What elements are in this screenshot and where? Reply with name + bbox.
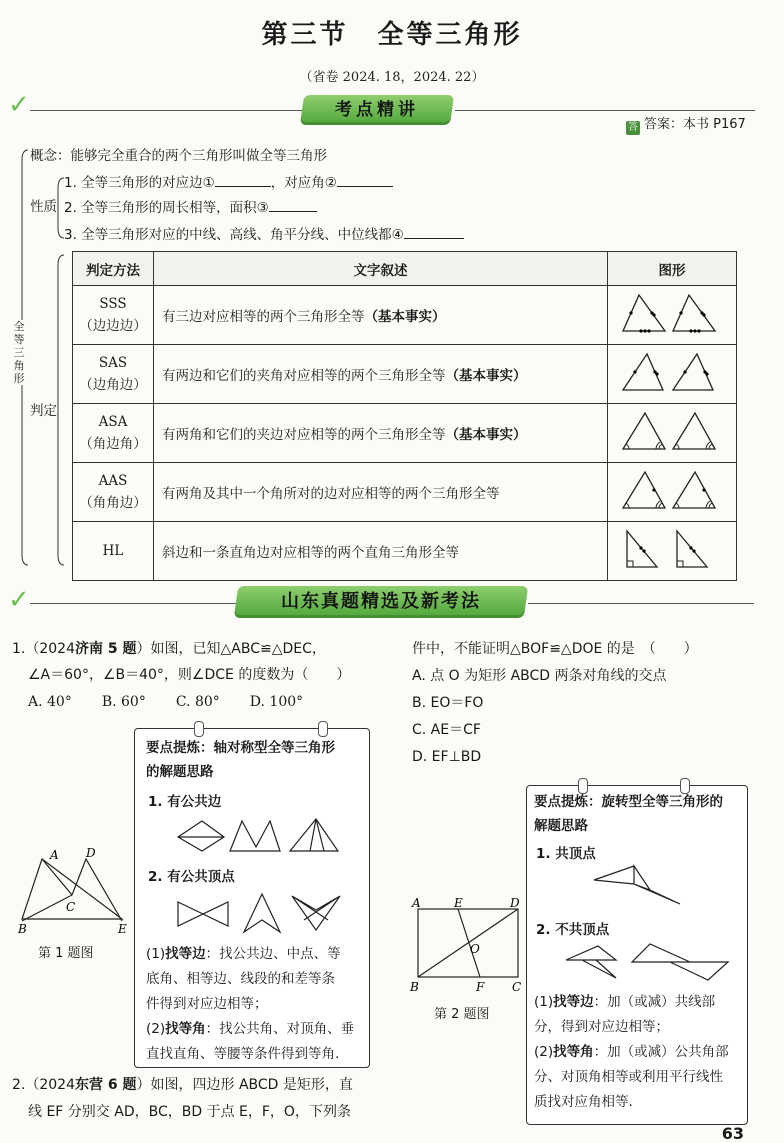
label-a: A (412, 896, 421, 910)
tip1-para2: (2)找等角：找公共角、对顶角、垂 (146, 1021, 355, 1037)
label-a: A (50, 848, 59, 862)
question-2: 2.（2024东营 6 题）如图，四边形 ABCD 是矩形，直 (12, 1077, 353, 1093)
concept-text: 概念：能够完全重合的两个三角形叫做全等三角形 (30, 148, 327, 164)
option-a[interactable]: A. 40° (28, 694, 72, 710)
q2-figure (404, 895, 530, 995)
check-icon: ✓ (8, 585, 30, 615)
divider (30, 110, 302, 111)
tip2-para1b: 分，得到对应边相等； (534, 1019, 669, 1035)
tip1-sub2: 2. 有公共顶点 (148, 869, 235, 885)
divider (455, 110, 755, 111)
tip2-para2: (2)找等角：加（或减）公共角部 (534, 1044, 729, 1060)
aas-figure (617, 468, 727, 512)
table-row: AAS （角角边） 有两角及其中一个角所对的边对应相等的两个三角形全等 (73, 463, 737, 522)
q1-caption: 第 1 题图 (38, 946, 94, 961)
property-2: 2. 全等三角形的周长相等，面积③ (64, 197, 317, 219)
divider (30, 603, 236, 604)
question-2-line3: 件中，不能证明△BOF≌△DOE 的是 （ ） (412, 641, 698, 657)
sas-figure (617, 350, 727, 394)
tip1-common-vertex-figures (172, 890, 362, 936)
tip2-title: 要点提炼：旋转型全等三角形的 (534, 794, 723, 810)
asa-figure (617, 409, 727, 453)
tip2-title2: 解题思路 (534, 818, 588, 834)
label-d: D (510, 896, 520, 910)
question-1-options (28, 689, 303, 716)
answer-icon: 答 (628, 122, 638, 133)
question-2-line2: 线 EF 分别交 AD，BC，BD 于点 E，F，O，下列条 (28, 1104, 351, 1120)
label-f: F (476, 980, 485, 994)
check-icon: ✓ (8, 90, 30, 120)
label-d: D (86, 846, 96, 860)
divider (528, 603, 754, 604)
blank-2[interactable] (337, 186, 393, 187)
label-e: E (118, 922, 127, 935)
tip1-title2: 的解题思路 (146, 764, 214, 780)
page-title: 第三节 全等三角形 (261, 20, 523, 50)
label-c: C (66, 900, 76, 914)
tip2-para2c: 质找对应角相等. (534, 1094, 633, 1110)
tip2-sub2: 2. 不共顶点 (536, 922, 610, 938)
clip-icon (194, 721, 204, 737)
question-1-line2: ∠A＝60°，∠B＝40°，则∠DCE 的度数为（ ） (28, 667, 351, 683)
property-1: 1. 全等三角形的对应边① ，对应角② (64, 172, 393, 194)
judgement-table (72, 251, 737, 581)
table-row: ASA （角边角） 有两角和它们的夹边对应相等的两个三角形全等（基本事实） (73, 404, 737, 463)
blank-1[interactable] (215, 186, 271, 187)
label-e: E (454, 896, 463, 910)
tip1-common-side-figures (172, 815, 362, 859)
answer-reference: 答 答案：本书 P167 (628, 117, 746, 133)
label-o: O (470, 942, 480, 956)
table-row: SAS （边角边） 有两边和它们的夹角对应相等的两个三角形全等（基本事实） (73, 345, 737, 404)
tip1-para1b: 底角、相等边、线段的和差等条 (146, 971, 335, 987)
question-1: 1.（2024济南 5 题）如图，已知△ABC≌△DEC， (12, 641, 326, 657)
properties-label: 性质 (30, 199, 57, 215)
option-d[interactable]: D. 100° (249, 694, 304, 710)
tip1-para1: (1)找等边：找公共边、中点、等 (146, 946, 341, 962)
tip2-no-common-vertex-figures (560, 938, 740, 988)
tip2-common-vertex-figure (588, 862, 688, 908)
option-a[interactable]: A. 点 O 为矩形 ABCD 两条对角线的交点 (412, 668, 667, 684)
table-header: 判定方法 (73, 252, 154, 286)
option-c[interactable]: C. 80° (175, 694, 220, 710)
q2-caption: 第 2 题图 (434, 1007, 490, 1022)
clip-icon (318, 721, 328, 737)
property-3: 3. 全等三角形对应的中线、高线、角平分线、中位线都④ (64, 224, 464, 246)
label-c: C (512, 980, 522, 994)
tip1-para1c: 件得到对应边相等； (146, 996, 268, 1012)
table-row: SSS （边边边） 有三边对应相等的两个三角形全等（基本事实） (73, 286, 737, 345)
tip2-para2b: 分、对顶角相等或利用平行线性 (534, 1069, 723, 1085)
group-label: 全等三角形 (13, 320, 25, 385)
tip2-para1: (1)找等边：加（或减）共线部 (534, 994, 716, 1010)
label-b: B (410, 980, 419, 994)
hl-figure (617, 527, 727, 571)
option-c[interactable]: C. AE＝CF (412, 722, 481, 738)
section-banner-shandong: 山东真题精选及新考法 (234, 586, 528, 618)
table-header: 图形 (608, 252, 737, 286)
table-row: HL 斜边和一条直角边对应相等的两个直角三角形全等 (73, 522, 737, 581)
sss-figure (617, 291, 727, 335)
option-b[interactable]: B. 60° (101, 694, 146, 710)
judge-label: 判定 (30, 403, 57, 419)
blank-4[interactable] (404, 238, 464, 239)
tip1-title: 要点提炼：轴对称型全等三角形 (146, 740, 335, 756)
label-b: B (18, 922, 27, 935)
tip1-sub1: 1. 有公共边 (148, 794, 222, 810)
tip1-para2b: 直找直角、等腰等条件得到等角. (146, 1046, 340, 1062)
section-banner-key-points: 考点精讲 (300, 95, 454, 125)
option-b[interactable]: B. EO＝FO (412, 695, 484, 711)
option-d[interactable]: D. EF⊥BD (412, 749, 482, 765)
q1-figure (14, 845, 134, 935)
tip2-sub1: 1. 共顶点 (536, 846, 596, 862)
table-header: 文字叙述 (154, 252, 608, 286)
exam-source: （省卷 2024. 18，2024. 22） (299, 70, 485, 85)
blank-3[interactable] (269, 211, 317, 212)
page-number: 63 (721, 1124, 744, 1143)
